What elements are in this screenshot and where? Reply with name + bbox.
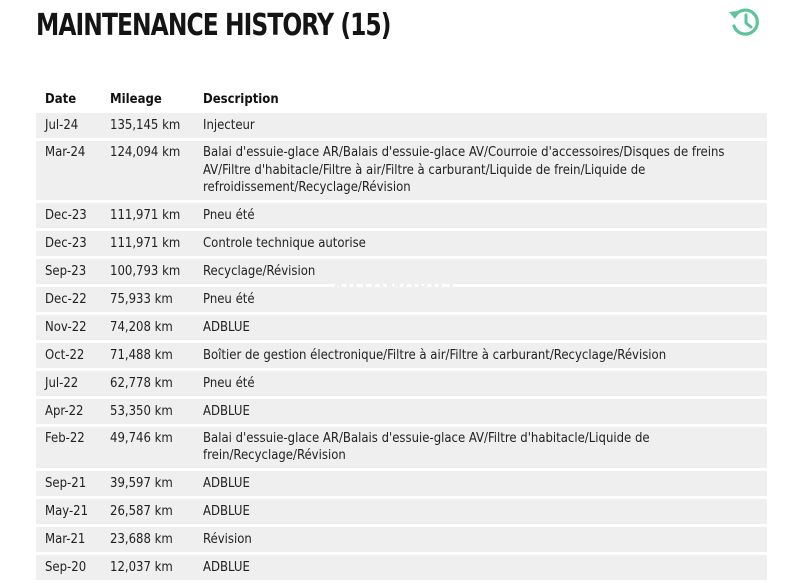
cell-date: May-21	[36, 499, 101, 524]
cell-date: Nov-22	[36, 315, 101, 340]
cell-mileage: 39,597 km	[101, 471, 194, 496]
table-row	[36, 141, 767, 200]
cell-date: Sep-21	[36, 471, 101, 496]
table-row	[36, 343, 767, 368]
cell-mileage: 62,778 km	[101, 371, 194, 396]
page-title: MAINTENANCE HISTORY (15)	[36, 8, 391, 43]
table-row	[36, 113, 767, 138]
table-row	[36, 399, 767, 424]
cell-mileage: 100,793 km	[101, 259, 194, 284]
cell-date: Mar-24	[36, 141, 101, 200]
column-header-description: Description	[203, 92, 279, 107]
table-row	[36, 287, 767, 312]
cell-mileage: 75,933 km	[101, 287, 194, 312]
cell-mileage: 135,145 km	[101, 113, 194, 138]
cell-description: Injecteur	[194, 113, 767, 138]
maintenance-table	[36, 86, 767, 583]
table-row	[36, 371, 767, 396]
cell-date: Feb-22	[36, 427, 101, 468]
cell-mileage: 26,587 km	[101, 499, 194, 524]
cell-description: ADBLUE	[194, 399, 767, 424]
table-row	[36, 555, 767, 580]
table-row	[36, 527, 767, 552]
table-header-row	[36, 89, 767, 110]
cell-description: Pneu été	[194, 371, 767, 396]
cell-date: Jul-24	[36, 113, 101, 138]
cell-mileage: 124,094 km	[101, 141, 194, 200]
cell-description: Boîtier de gestion électronique/Filtre à air/Filtre à carburant/Recyclage/Révision	[194, 343, 767, 368]
table-row	[36, 231, 767, 256]
table-row	[36, 499, 767, 524]
table-row	[36, 203, 767, 228]
cell-description: Pneu été	[194, 203, 767, 228]
cell-description: ADBLUE	[194, 555, 767, 580]
cell-date: Dec-22	[36, 287, 101, 312]
cell-date: Dec-23	[36, 203, 101, 228]
cell-date: Oct-22	[36, 343, 101, 368]
cell-date: Apr-22	[36, 399, 101, 424]
cell-description: Pneu été	[194, 287, 767, 312]
column-header-date: Date	[45, 92, 77, 107]
cell-date: Sep-23	[36, 259, 101, 284]
table-row	[36, 259, 767, 284]
cell-mileage: 49,746 km	[101, 427, 194, 468]
table-row	[36, 427, 767, 468]
cell-description: Balai d'essuie-glace AR/Balais d'essuie-glace AV/Courroie d'accessoires/Disques de freins AV/Filtre d'habitacle/Filtre à air/Filtre à carburant/Liquide de frein/Liquide de refroidissement/Recyclage/Révision	[194, 141, 767, 200]
history-icon[interactable]	[726, 4, 762, 40]
cell-mileage: 53,350 km	[101, 399, 194, 424]
cell-date: Mar-21	[36, 527, 101, 552]
cell-date: Dec-23	[36, 231, 101, 256]
maintenance-table-container	[36, 86, 767, 583]
cell-mileage: 12,037 km	[101, 555, 194, 580]
cell-description: ADBLUE	[194, 499, 767, 524]
cell-mileage: 71,488 km	[101, 343, 194, 368]
cell-description: ADBLUE	[194, 471, 767, 496]
cell-description: Révision	[194, 527, 767, 552]
cell-description: Recyclage/Révision	[194, 259, 767, 284]
table-row	[36, 471, 767, 496]
cell-description: Controle technique autorise	[194, 231, 767, 256]
cell-date: Sep-20	[36, 555, 101, 580]
cell-mileage: 74,208 km	[101, 315, 194, 340]
cell-description: Balai d'essuie-glace AR/Balais d'essuie-glace AV/Filtre d'habitacle/Liquide de frein/Recyclage/Révision	[194, 427, 767, 468]
cell-mileage: 111,971 km	[101, 203, 194, 228]
cell-description: ADBLUE	[194, 315, 767, 340]
cell-mileage: 23,688 km	[101, 527, 194, 552]
table-row	[36, 315, 767, 340]
cell-mileage: 111,971 km	[101, 231, 194, 256]
column-header-mileage: Mileage	[110, 92, 162, 107]
cell-date: Jul-22	[36, 371, 101, 396]
